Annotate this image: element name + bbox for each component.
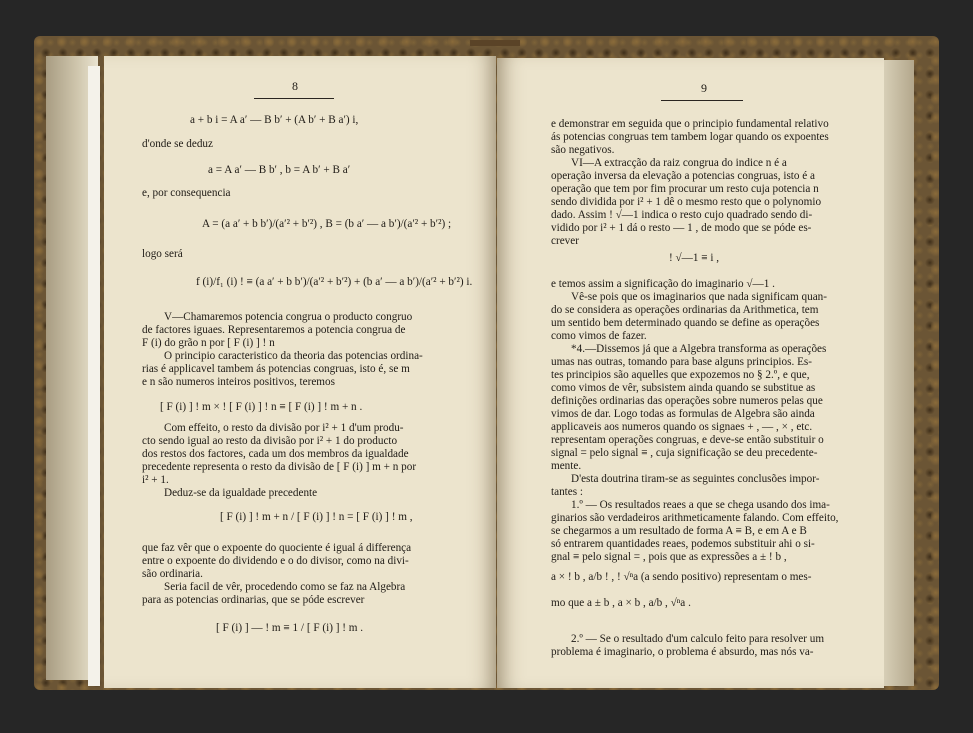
text-line: que faz vêr que o expoente do quociente é igual á differença	[142, 542, 412, 554]
text-line: precedente representa o resto da divisão de [ F (i) ] m + n por	[142, 461, 417, 473]
text-line: O principio caracteristico da theoria das potencias ordina-	[164, 350, 423, 362]
text-line: f (i)/f₁ (i) ! ≡ (a a′ + b b′)/(a′² + b′²) + (b a′ — a b′)/(a′² + b′²) i.	[196, 276, 473, 288]
left-page	[104, 56, 496, 688]
text-line: tantes :	[551, 486, 584, 498]
text-line: logo será	[142, 248, 183, 260]
right-page	[497, 58, 884, 688]
book-spine	[470, 40, 520, 46]
text-line: e, por consequencia	[142, 187, 231, 199]
header-rule	[661, 100, 743, 101]
text-line: e demonstrar em seguida que o principio fundamental relativo	[551, 118, 829, 130]
text-line: applicaveis aos numeros quando os signaes + , — , × , etc.	[551, 421, 813, 433]
text-line: para as potencias ordinarias, que se póde escrever	[142, 594, 365, 606]
text-line: como vimos de fazer.	[551, 330, 647, 342]
text-line: são ordinaria.	[142, 568, 203, 580]
text-line: 2.º — Se o resultado d'um calculo feito para resolver um	[571, 633, 825, 645]
text-line: do se considera as operações ordinarias da Arithmetica, tem	[551, 304, 819, 316]
text-line: tes principios são aquelles que expozemos no § 2.º, e que,	[551, 369, 810, 381]
page-number: 9	[701, 81, 707, 95]
text-line: VI—A extracção da raiz congrua do indice n é a	[571, 157, 787, 169]
text-line: problema é imaginario, o problema é absurdo, mas nós va-	[551, 646, 814, 658]
text-line: só entrarem quantidades reaes, podemos substituir ahi o si-	[551, 538, 815, 550]
text-line: se chegarmos a um resultado de forma A ≡ B, e em A e B	[551, 525, 807, 537]
text-line: [ F (i) ] ! m + n / [ F (i) ] ! n = [ F (i) ] ! m ,	[220, 511, 413, 523]
text-line: Com effeito, o resto da divisão por i² + 1 d'um produ-	[164, 422, 404, 434]
text-line: A = (a a′ + b b′)/(a′² + b′²) , B = (b a′ — a b′)/(a′² + b′²) ;	[202, 218, 452, 230]
right-page-edges	[882, 60, 914, 686]
text-line: dado. Assim ! √—1 indica o resto cujo quadrado sendo di-	[551, 209, 813, 221]
text-line: F (i) do grão n por [ F (i) ] ! n	[142, 337, 275, 349]
paper-strip	[88, 66, 100, 686]
text-line: vimos de dar. Logo todas as formulas de Algebra são ainda	[551, 408, 815, 420]
text-line: umas nas outras, tomando para base alguns principios. Es-	[551, 356, 812, 368]
text-line: ginarios são verdadeiros arithmeticamente falando. Com effeito,	[551, 512, 839, 524]
text-line: mo que a ± b , a × b , a/b , √ⁿa .	[551, 597, 691, 609]
text-line: dos restos dos factores, cada um dos membros da igualdade	[142, 448, 409, 460]
text-line: *4.—Dissemos já que a Algebra transforma as operações	[571, 343, 827, 355]
text-line: ! √—1 ≡ i ,	[669, 252, 720, 264]
text-line: Vê-se pois que os imaginarios que nada significam quan-	[571, 291, 828, 303]
text-line: de factores iguaes. Representaremos a potencia congrua de	[142, 324, 406, 336]
text-line: como vimos de vêr, subsistem ainda quando se substitue as	[551, 382, 816, 394]
text-line: gnal ≡ pelo signal = , pois que as expressões a ± ! b ,	[551, 551, 787, 563]
text-line: operação inversa da elevação a potencias congruas, isto é a	[551, 170, 816, 182]
text-line: operação que tem por fim procurar um resto cuja potencia n	[551, 183, 819, 195]
text-line: ás potencias congruas tem tambem logar quando os expoentes	[551, 131, 829, 143]
text-line: vidido por i² + 1 dá o resto — 1 , de modo que se póde es-	[551, 222, 812, 234]
text-line: [ F (i) ] ! m × ! [ F (i) ] ! n ≡ [ F (i) ] ! m + n .	[160, 401, 363, 413]
text-line: i² + 1.	[142, 474, 169, 486]
text-line: Deduz-se da igualdade precedente	[164, 487, 318, 499]
header-rule	[254, 98, 334, 99]
text-line: entre o expoente do dividendo e o do divisor, como na divi-	[142, 555, 409, 567]
text-line: mente.	[551, 460, 582, 472]
text-line: crever	[551, 235, 579, 247]
text-line: a = A a′ — B b′ , b = A b′ + B a′	[208, 164, 351, 176]
text-line: Seria facil de vêr, procedendo como se faz na Algebra	[164, 581, 406, 593]
text-line: e temos assim a significação do imaginario √—1 .	[551, 278, 775, 290]
text-line: a × ! b , a/b ! , ! √ⁿa (a sendo positivo) representam o mes-	[551, 571, 812, 583]
text-line: são negativos.	[551, 144, 615, 156]
page-number: 8	[292, 79, 298, 93]
text-line: representam operações congruas, e deve-se então substituir o	[551, 434, 824, 446]
text-line: signal = pelo signal ≡ , cuja significação se deu precedente-	[551, 447, 818, 459]
text-line: [ F (i) ] — ! m ≡ 1 / [ F (i) ] ! m .	[216, 622, 364, 634]
text-line: cto sendo igual ao resto da divisão por i² + 1 do producto	[142, 435, 398, 447]
text-line: d'onde se deduz	[142, 138, 213, 150]
text-line: D'esta doutrina tiram-se as seguintes conclusões impor-	[571, 473, 820, 485]
text-line: V—Chamaremos potencia congrua o producto congruo	[164, 311, 413, 323]
text-line: definições ordinarias das operações sobre numeros pelas que	[551, 395, 823, 407]
text-line: um sentido bem determinado quando se define as operações	[551, 317, 820, 329]
text-line: sendo dividida por i² + 1 dê o mesmo resto que o polynomio	[551, 196, 822, 208]
text-line: a + b i = A a′ — B b′ + (A b′ + B a′) i,	[190, 114, 359, 126]
text-line: rias é applicavel tambem ás potencias congruas, isto é, se m	[142, 363, 410, 375]
text-line: e n são numeros inteiros positivos, teremos	[142, 376, 335, 388]
text-line: 1.º — Os resultados reaes a que se chega usando dos ima-	[571, 499, 830, 511]
